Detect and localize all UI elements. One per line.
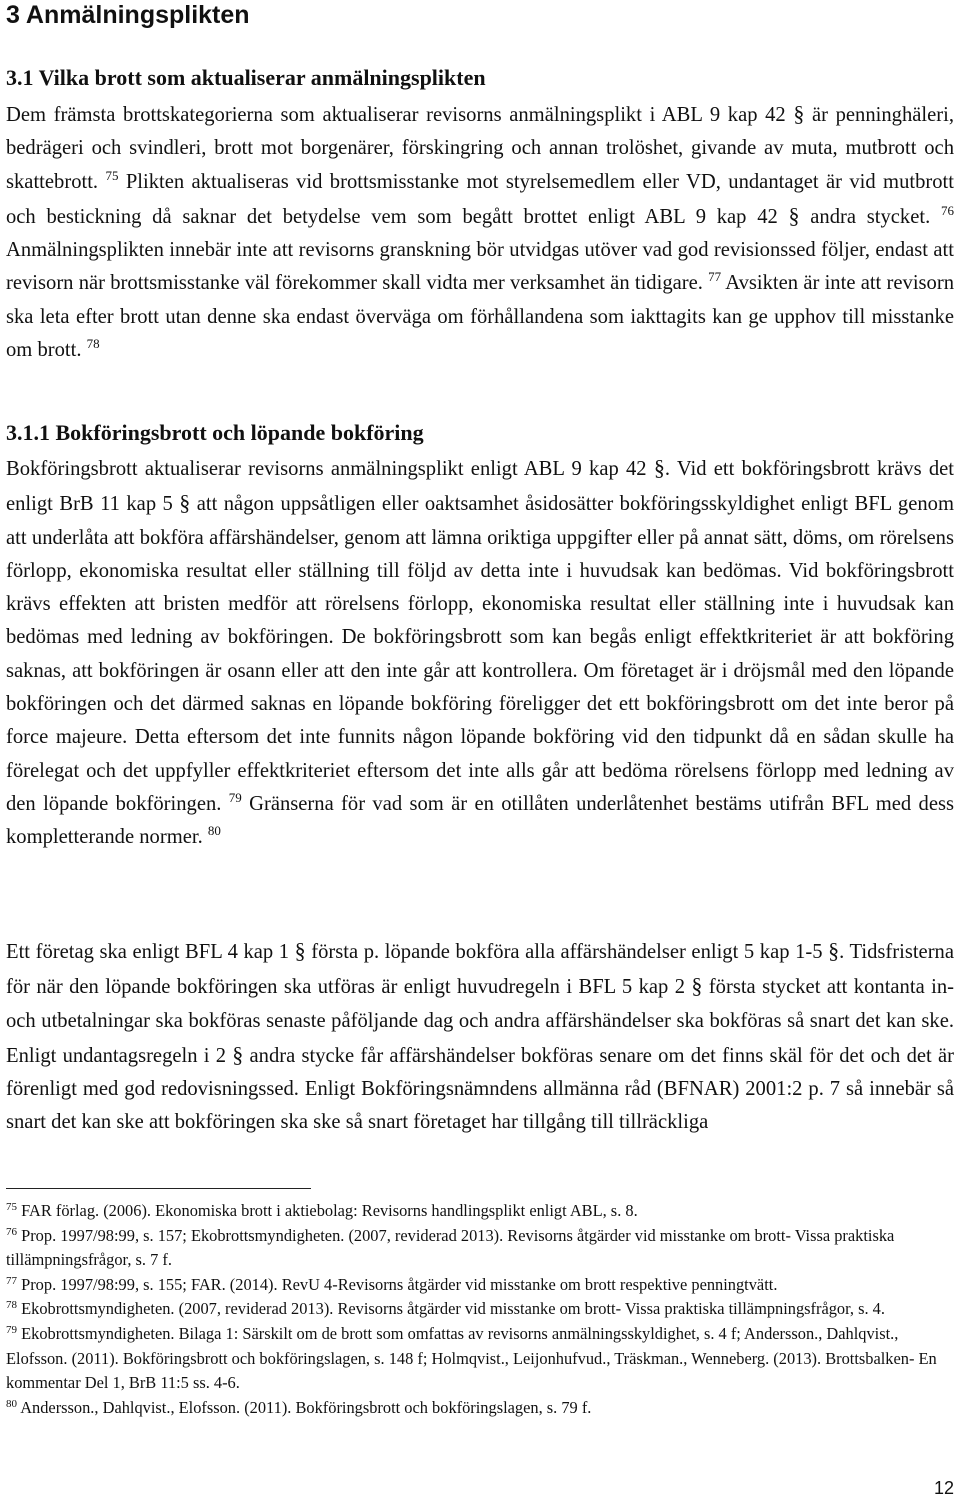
section-sign: §: [828, 938, 840, 963]
footnote-text: Prop. 1997/98:99, s. 155; FAR. (2014). RevU 4-Revisorns åtgärder vid misstanke om brott respektive penningtvätt.: [21, 1274, 778, 1294]
footnote-ref-75: 75: [105, 167, 119, 183]
paragraph-ongoing-bookkeeping: [6, 934, 954, 1140]
para2-text-a: Bokföringsbrott aktualiserar revisorns anmälningsplikt enligt ABL 9 kap 42: [6, 458, 654, 480]
footnote-text: FAR förlag. (2006). Ekonomiska brott i aktiebolag: Revisorns handlingsplikt enligt ABL, s. 8.: [21, 1201, 638, 1220]
footnote-75: [6, 1199, 954, 1224]
section-sign: §: [653, 455, 665, 480]
section-sign: §: [294, 938, 306, 963]
paragraph-bookkeeping-crime: [6, 451, 954, 855]
para3-text-e: andra stycke får affärshändelser bokföras senare om det finns skäl för det och det är förenligt med god redovisningssed. Enligt Bokföringsnämndens allmänna råd (BFNAR) 2001:2 p. 7 så innebär så snart det kan ske att bokföringen ska ske så snart företaget har tillgång till tillräckliga: [6, 1044, 954, 1134]
footnote-78: [6, 1297, 954, 1322]
footnote-text: Andersson., Dahlqvist., Elofsson. (2011). Bokföringsbrott och bokföringslagen, s. 79 f.: [20, 1397, 592, 1417]
footnote-number: 78: [6, 1299, 17, 1312]
section-heading-3-1-1: 3.1.1 Bokföringsbrott och löpande bokföring: [6, 420, 424, 445]
footnote-ref-77: 77: [708, 269, 722, 285]
footnote-number: 76: [6, 1225, 17, 1238]
para2-text-d: Gränserna för vad som är en otillåten underlåtenhet bestäms utifrån BFL med dess kompletterande normer.: [6, 792, 954, 849]
footnote-number: 79: [6, 1323, 17, 1336]
para2-text-c: att någon uppsåtligen eller oaktsamhet åsidosätter bokföringsskyldighet enligt BFL genom att underlåta att bokföra affärshändelser, genom att lämna oriktiga uppgifter eller på annat sätt, döms, om rörelsens förlopp, ekonomiska resultat eller ställning till följd av detta inte i huvudsak kan bedömas. Vid bokföringsbrott krävs effekten att bristen medför att rörelsens förlopp, ekonomiska resultat eller ställning inte i huvudsak kan bedömas med ledning av bokföringen. De bokföringsbrott som kan begås enligt effektkriteriet är att bokföring saknas, att bokföringen är osann eller att den inte går att kontrollera. Om företaget är i dröjsmål med den löpande bokföringen och det därmed saknas en löpande bokföring föreligger det ett bokföringsbrott om det inte beror på force majeure. Detta eftersom det inte funnits någon löpande bokföring vid den tidpunkt då en sådan skulle ha förelegat och det uppfyller effektkriteriet eftersom det inte alls går att bedöma rörelsens förlopp med ledning av den löpande bokföringen.: [6, 493, 954, 815]
footnote-ref-79: 79: [228, 789, 242, 805]
para3-text-b: första p. löpande bokföra alla affärshändelser enligt 5 kap 1-5: [305, 941, 829, 963]
para3-text-a: Ett företag ska enligt BFL 4 kap 1: [6, 941, 295, 963]
para1-text-a: Dem främsta brottskategorierna som aktualiserar revisorns anmälningsplikt i ABL 9 kap 42: [6, 104, 794, 126]
section-sign: §: [691, 973, 703, 999]
section-sign: §: [179, 490, 191, 516]
para1-text-c: Plikten aktualiseras vid brottsmisstanke mot styrelsemedlem eller VD, undantaget är vid mutbrott och bestickning då saknar det betydelse vem som begått brottet enligt ABL 9 kap 42: [6, 170, 954, 228]
section-heading-3-1: 3.1 Vilka brott som aktualiserar anmälningsplikten: [6, 65, 486, 90]
para1-text-d: andra stycket.: [799, 205, 941, 228]
para1-text-b: är penninghäleri, bedrägeri och svindleri, brott mot borgenärer, förskingring och annan trolöshet, givande av muta, mutbrott och skattebrott.: [6, 104, 954, 193]
para2-text-b: . Vid ett bokföringsbrott krävs det enligt BrB 11 kap 5: [6, 458, 954, 516]
footnote-ref-76: 76: [940, 202, 954, 218]
footnote-ref-80: 80: [207, 823, 221, 839]
footnote-77: [6, 1273, 954, 1298]
para1-text-f: Avsikten är inte att revisorn ska leta efter brott utan denne ska endast överväga om förhållandena som iakttagits kan ge upphov till misstanke om brott.: [6, 272, 955, 362]
footnote-number: 80: [6, 1397, 17, 1410]
section-sign: §: [788, 202, 800, 228]
footnote-80: [6, 1396, 954, 1421]
footnote-text: Ekobrottsmyndigheten. Bilaga 1: Särskilt om de brott som omfattas av revisorns anmälningsskyldighet, s. 4 f; Andersson., Dahlqvist., Elofsson. (2011). Bokföringsbrott och bokföringslagen, s. 148 f; Holmqvist., Leijonhufvud., Träskman., Wenneberg. (2013). Brottsbalken- En kommentar Del 1, BrB 11:5 ss. 4-6.: [6, 1323, 937, 1393]
para1-text-e: Anmälningsplikten innebär inte att revisorns granskning bör utvidgas utöver vad god revisionssed följer, endast att revisorn när brottsmisstanke väl förekommer skall vidta mer verksamhet än tidigare.: [6, 239, 954, 295]
para3-text-c: . Tidsfristerna för när den löpande bokföringen ska utföras är enligt huvudregeln i BFL 5 kap 2: [6, 941, 954, 999]
footnote-number: 75: [6, 1201, 17, 1213]
footnote-ref-78: 78: [86, 336, 100, 352]
chapter-heading: 3 Anmälningsplikten: [6, 1, 250, 29]
footnotes: [6, 1199, 954, 1420]
footnote-number: 77: [6, 1274, 17, 1287]
section-sign: §: [232, 1041, 244, 1067]
footnote-text: Prop. 1997/98:99, s. 157; Ekobrottsmyndigheten. (2007, reviderad 2013). Revisorns åtgärder vid misstanke om brott- Vissa praktiska tillämpningsfrågor, s. 7 f.: [6, 1225, 895, 1270]
para3-text-d: första stycket att kontanta in- och utbetalningar ska bokföras senaste påföljande dag och andra affärshändelser ska bokföras så snart det kan ske. Enligt undantagsregeln i 2: [6, 976, 954, 1067]
footnote-79: [6, 1322, 954, 1396]
footnote-separator: [6, 1188, 311, 1189]
footnote-76: [6, 1224, 954, 1273]
paragraph-crime-categories: [6, 97, 954, 367]
footnote-text: Ekobrottsmyndigheten. (2007, reviderad 2013). Revisorns åtgärder vid misstanke om brott- Vissa praktiska tillämpningsfrågor, s. 4.: [21, 1299, 885, 1319]
section-sign: §: [793, 101, 805, 126]
page-number: 12: [933, 1478, 954, 1498]
